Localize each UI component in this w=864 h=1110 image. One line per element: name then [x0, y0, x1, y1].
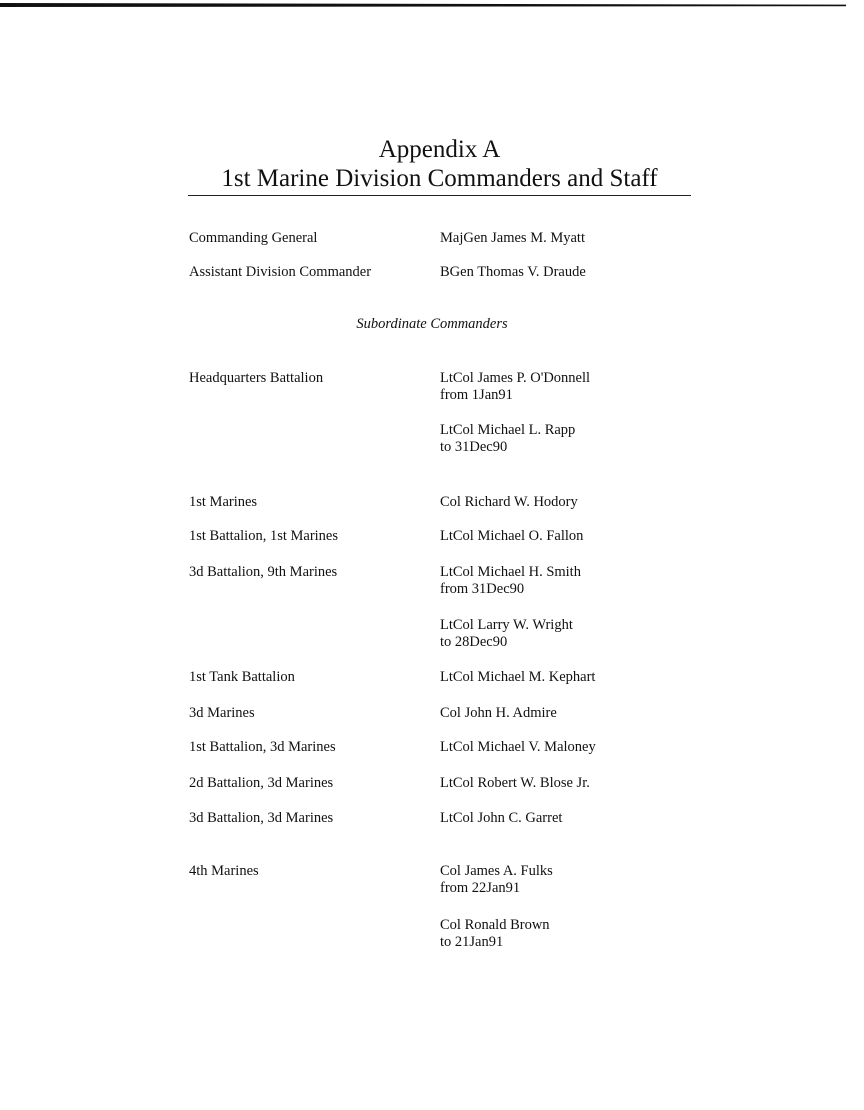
unit-name: 3d Marines	[189, 705, 255, 721]
commander-date: from 31Dec90	[440, 581, 525, 597]
commander-name: LtCol John C. Garret	[440, 810, 563, 826]
appendix-title: Appendix A	[378, 136, 501, 163]
commander-name: LtCol Michael L. Rapp	[440, 422, 576, 438]
commander-name: LtCol Michael O. Fallon	[440, 528, 584, 544]
unit-name: 1st Battalion, 3d Marines	[189, 739, 336, 755]
top-border-rule	[0, 3, 846, 7]
unit-name: 1st Marines	[189, 494, 258, 510]
commander-date: from 22Jan91	[440, 880, 521, 896]
commander-date: to 28Dec90	[440, 634, 508, 650]
commander-name: Col John H. Admire	[440, 705, 557, 721]
unit-name: 1st Battalion, 1st Marines	[189, 528, 339, 544]
staff-position: Commanding General	[189, 230, 318, 246]
unit-name: 4th Marines	[189, 863, 259, 879]
unit-name: 3d Battalion, 3d Marines	[189, 810, 334, 826]
commander-name: LtCol James P. O'Donnell	[440, 370, 591, 386]
section-heading: Subordinate Commanders	[356, 316, 508, 332]
unit-name: Headquarters Battalion	[189, 370, 324, 386]
commander-date: to 31Dec90	[440, 439, 508, 455]
title-rule	[188, 195, 691, 196]
unit-name: 1st Tank Battalion	[189, 669, 295, 685]
commander-name: Col James A. Fulks	[440, 863, 553, 879]
commander-date: to 21Jan91	[440, 934, 504, 950]
staff-name: MajGen James M. Myatt	[440, 230, 585, 246]
staff-name: BGen Thomas V. Draude	[440, 264, 586, 280]
staff-position: Assistant Division Commander	[189, 264, 372, 280]
commander-name: Col Ronald Brown	[440, 917, 550, 933]
appendix-subtitle: 1st Marine Division Commanders and Staff	[221, 165, 658, 192]
commander-name: LtCol Michael H. Smith	[440, 564, 581, 580]
unit-name: 2d Battalion, 3d Marines	[189, 775, 334, 791]
commander-name: LtCol Robert W. Blose Jr.	[440, 775, 590, 791]
commander-name: LtCol Michael M. Kephart	[440, 669, 596, 685]
commander-name: LtCol Larry W. Wright	[440, 617, 573, 633]
commander-name: Col Richard W. Hodory	[440, 494, 578, 510]
unit-name: 3d Battalion, 9th Marines	[189, 564, 338, 580]
commander-date: from 1Jan91	[440, 387, 513, 403]
commander-name: LtCol Michael V. Maloney	[440, 739, 596, 755]
